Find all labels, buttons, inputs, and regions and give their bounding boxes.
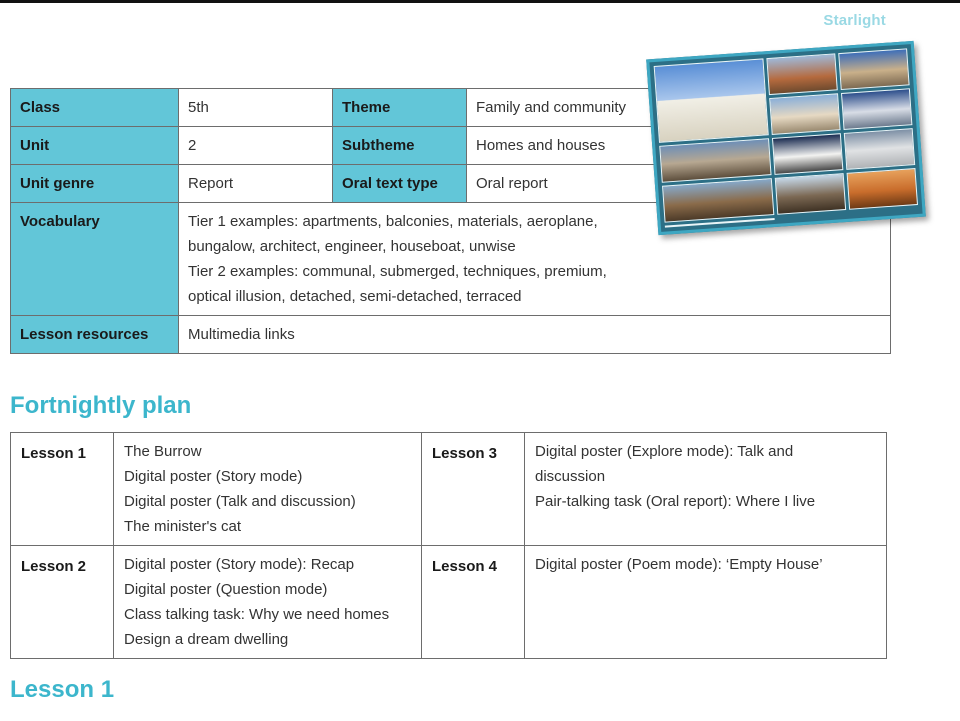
plan-item: The Burrow	[124, 443, 202, 460]
house-photo	[662, 178, 775, 223]
vocabulary-label: Vocabulary	[11, 203, 179, 316]
unit-label: Unit	[11, 127, 179, 165]
house-photo	[841, 88, 912, 130]
lesson-1-content	[114, 433, 422, 546]
house-photo	[838, 48, 909, 90]
lesson-4-content	[525, 546, 887, 659]
lesson-4-label: Lesson 4	[422, 546, 525, 659]
theme-label: Theme	[333, 89, 467, 127]
oral-text-type-label: Oral text type	[333, 165, 467, 203]
lesson-2-content	[114, 546, 422, 659]
brand-label: Starlight	[823, 12, 886, 29]
lesson-resources-label: Lesson resources	[11, 316, 179, 354]
house-photo	[844, 128, 915, 170]
theme-value: Family and community	[467, 89, 891, 127]
plan-item: Digital poster (Explore mode): Talk and	[535, 443, 794, 460]
plan-item: Design a dream dwelling	[124, 631, 289, 648]
fortnightly-plan-table	[10, 432, 887, 659]
vocabulary-line: Tier 1 examples: apartments, balconies, materials, aeroplane,	[188, 213, 598, 230]
house-photo	[767, 53, 838, 95]
lesson-3-label: Lesson 3	[422, 433, 525, 546]
house-photo	[847, 168, 918, 210]
oral-text-type-value: Oral report	[467, 165, 891, 203]
plan-item: Digital poster (Story mode)	[124, 468, 303, 485]
lesson-resources-value: Multimedia links	[179, 316, 891, 354]
plan-item: Digital poster (Talk and discussion)	[124, 493, 356, 510]
unit-value: 2	[179, 127, 333, 165]
info-row-resources	[11, 316, 891, 354]
plan-item: Digital poster (Story mode): Recap	[124, 556, 355, 573]
house-photo	[772, 133, 843, 175]
subtheme-value: Homes and houses	[467, 127, 891, 165]
vocabulary-line: optical illusion, detached, semi-detached, terraced	[188, 288, 522, 305]
plan-item: The minister's cat	[124, 518, 242, 535]
vocabulary-line: bungalow, architect, engineer, houseboat, unwise	[188, 238, 516, 255]
lesson-1-heading: Lesson 1	[10, 676, 115, 703]
plan-item: Pair-talking task (Oral report): Where I live	[535, 493, 816, 510]
plan-item: Class talking task: Why we need homes	[124, 606, 390, 623]
house-photo	[654, 58, 769, 143]
top-border-bar	[0, 0, 960, 3]
plan-item: Digital poster (Poem mode): ‘Empty House’	[535, 556, 823, 573]
house-photo	[769, 93, 840, 135]
vocabulary-line: Tier 2 examples: communal, submerged, techniques, premium,	[188, 263, 607, 280]
plan-row	[11, 433, 887, 546]
unit-genre-value: Report	[179, 165, 333, 203]
unit-genre-label: Unit genre	[11, 165, 179, 203]
fortnightly-plan-heading: Fortnightly plan	[10, 392, 192, 419]
houses-photo-collage	[646, 41, 926, 235]
lesson-3-content	[525, 433, 887, 546]
plan-row	[11, 546, 887, 659]
lesson-1-label: Lesson 1	[11, 433, 114, 546]
lesson-2-label: Lesson 2	[11, 546, 114, 659]
class-value: 5th	[179, 89, 333, 127]
house-photo	[775, 173, 846, 215]
subtheme-label: Subtheme	[333, 127, 467, 165]
class-label: Class	[11, 89, 179, 127]
house-photo	[659, 138, 772, 183]
plan-item: discussion	[535, 468, 606, 485]
plan-item: Digital poster (Question mode)	[124, 581, 328, 598]
